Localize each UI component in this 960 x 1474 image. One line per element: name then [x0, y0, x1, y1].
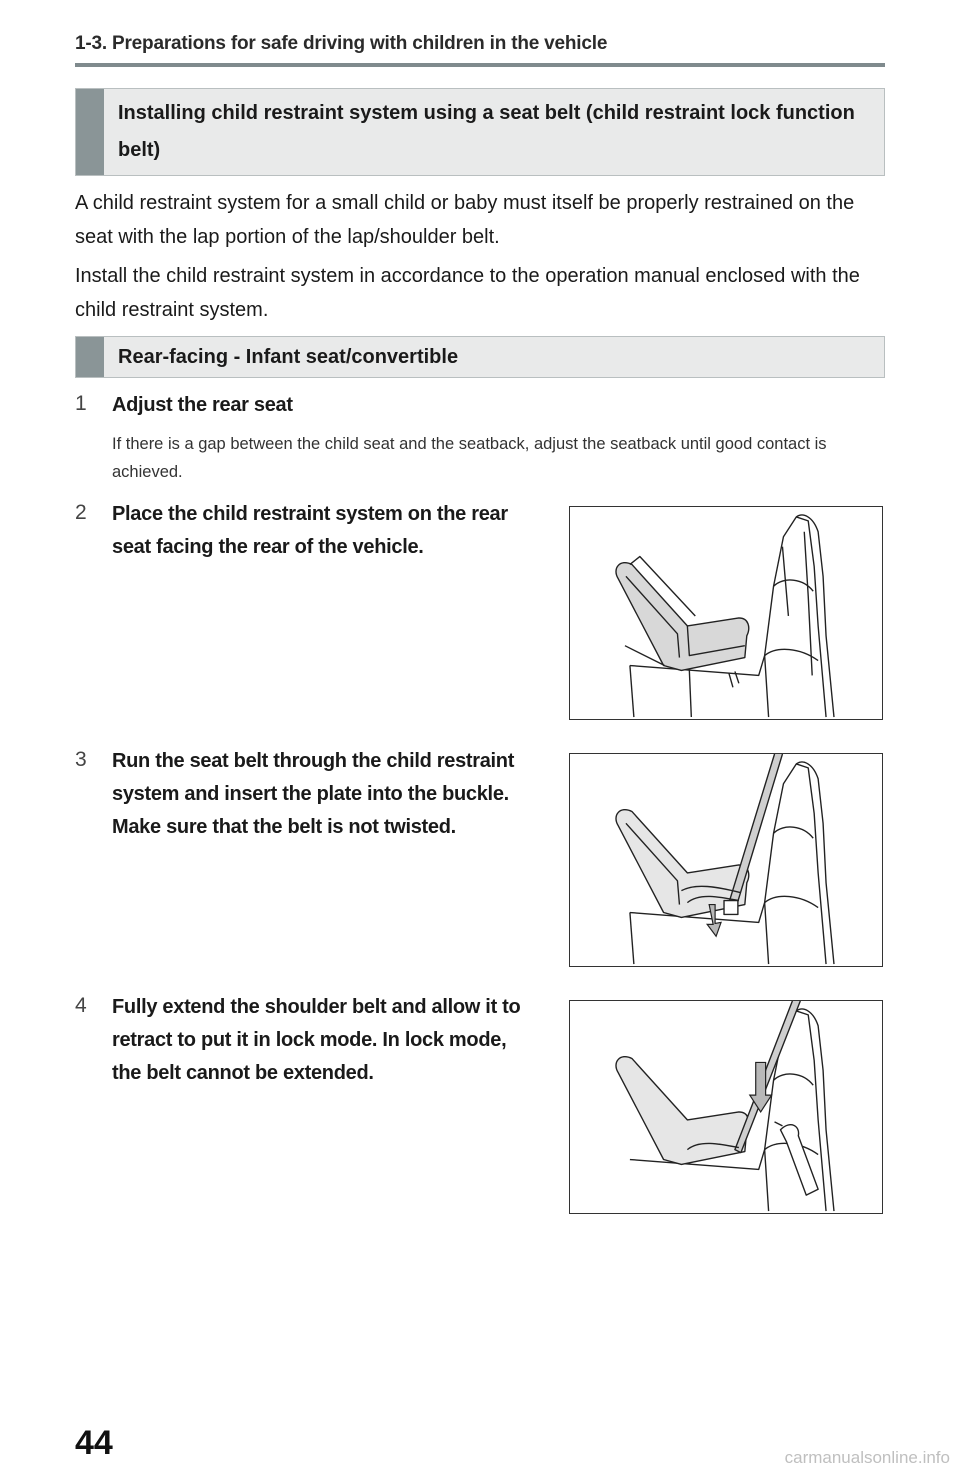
step-title: system and insert the plate into the buckle. — [112, 783, 509, 805]
section-heading-title: Rear-facing - Infant seat/convertible — [118, 346, 459, 368]
intro-paragraph-1: A child restraint system for a small child or baby must itself be properly restrained on the seat with the lap portion of the lap/shoulder belt. — [75, 192, 855, 248]
figure-rear-facing-seat — [569, 506, 883, 720]
step-title: Adjust the rear seat — [112, 394, 293, 416]
figure-belt-lock — [569, 1000, 883, 1214]
step-title: retract to put it in lock mode. In lock mode, — [112, 1029, 507, 1051]
running-header: 1-3. Preparations for safe driving with children in the vehicle — [75, 33, 608, 54]
step-title: the belt cannot be extended. — [112, 1062, 374, 1084]
section-heading-bar — [76, 337, 104, 377]
step-number: 4 — [75, 994, 87, 1017]
rear-facing-infant-seat-illustration-icon — [570, 507, 882, 719]
section-heading-rear-facing — [75, 336, 885, 378]
header-rule — [75, 63, 885, 67]
step-number: 3 — [75, 748, 87, 771]
intro-paragraph-2: Install the child restraint system in accordance to the operation manual enclosed with the child restraint system. — [75, 265, 860, 321]
step-title: Place the child restraint system on the rear — [112, 503, 508, 525]
section-heading-title: Installing child restraint system using a seat belt (child restraint lock function belt) — [118, 102, 855, 161]
step-number: 2 — [75, 501, 87, 524]
shoulder-belt-lock-illustration-icon — [570, 1001, 882, 1213]
step-title: Run the seat belt through the child restraint — [112, 750, 515, 772]
step-title: seat facing the rear of the vehicle. — [112, 536, 424, 558]
step-title: Fully extend the shoulder belt and allow it to — [112, 996, 521, 1018]
step-note: If there is a gap between the child seat and the seatback, adjust the seatback until good contact is achieved. — [112, 435, 827, 481]
watermark: carmanualsonline.info — [784, 1448, 950, 1467]
seat-belt-routing-illustration-icon — [570, 754, 882, 966]
page-number: 44 — [75, 1424, 113, 1462]
section-heading-bar — [76, 89, 104, 175]
step-number: 1 — [75, 392, 87, 415]
figure-belt-routing — [569, 753, 883, 967]
step-title: Make sure that the belt is not twisted. — [112, 816, 456, 838]
section-heading-seat-belt-install — [75, 88, 885, 176]
